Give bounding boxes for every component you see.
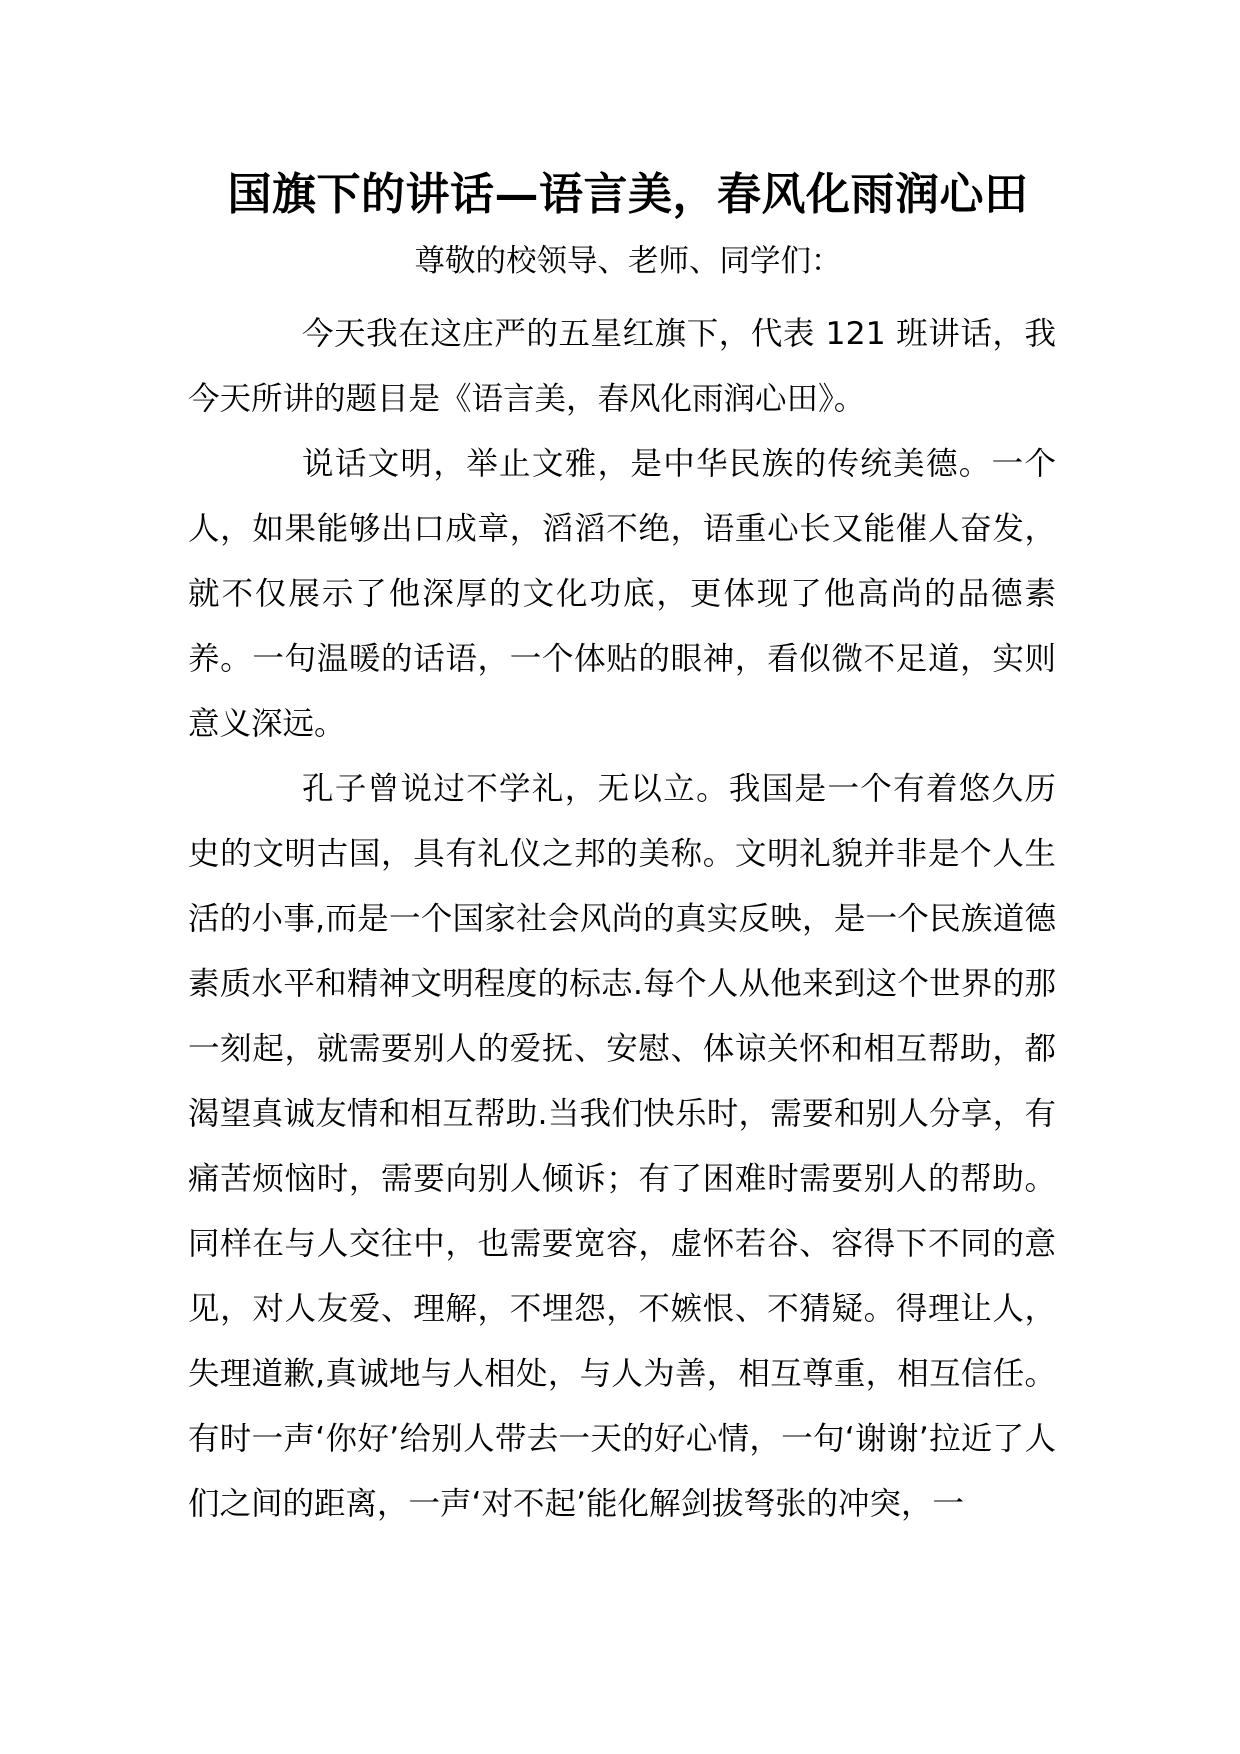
- paragraph-3: 孔子曾说过不学礼，无以立。我国是一个有着悠久历史的文明古国，具有礼仪之邦的美称。文明礼貌并非是个人生活的小事,而是一个国家社会风尚的真实反映，是一个民族道德素质水平和精神文明程度的标志.每个人从他来到这个世界的那一刻起，就需要别人的爱抚、安慰、体谅关怀和相互帮助，都渴望真诚友情和相互帮助.当我们快乐时，需要和别人分享，有痛苦烦恼时，需要向别人倾诉；有了困难时需要别人的帮助。同样在与人交往中，也需要宽容，虚怀若谷、容得下不同的意见，对人友爱、理解，不埋怨，不嫉恨、不猜疑。得理让人，失理道歉,真诚地与人相处，与人为善，相互尊重，相互信任。有时一声‘你好’给别人带去一天的好心情，一句‘谢谢’拉近了人们之间的距离，一声‘对不起’能化解剑拔弩张的冲突，一: [188, 771, 1056, 1522]
- document-body: [188, 302, 1056, 1537]
- document-title: 国旗下的讲话—语言美，春风化雨润心田: [227, 169, 1029, 220]
- paragraph-2: 说话文明，举止文雅，是中华民族的传统美德。一个人，如果能够出口成章，滔滔不绝，语重心长又能催人奋发，就不仅展示了他深厚的文化功底，更体现了他高尚的品德素养。一句温暖的话语，一个体贴的眼神，看似微不足道，实则意义深远。: [188, 446, 1056, 742]
- salutation: 尊敬的校领导、老师、同学们：: [414, 244, 842, 279]
- paragraph-1: 今天我在这庄严的五星红旗下，代表 121 班讲话，我今天所讲的题目是《语言美，春风化雨润心田》。: [188, 316, 1056, 417]
